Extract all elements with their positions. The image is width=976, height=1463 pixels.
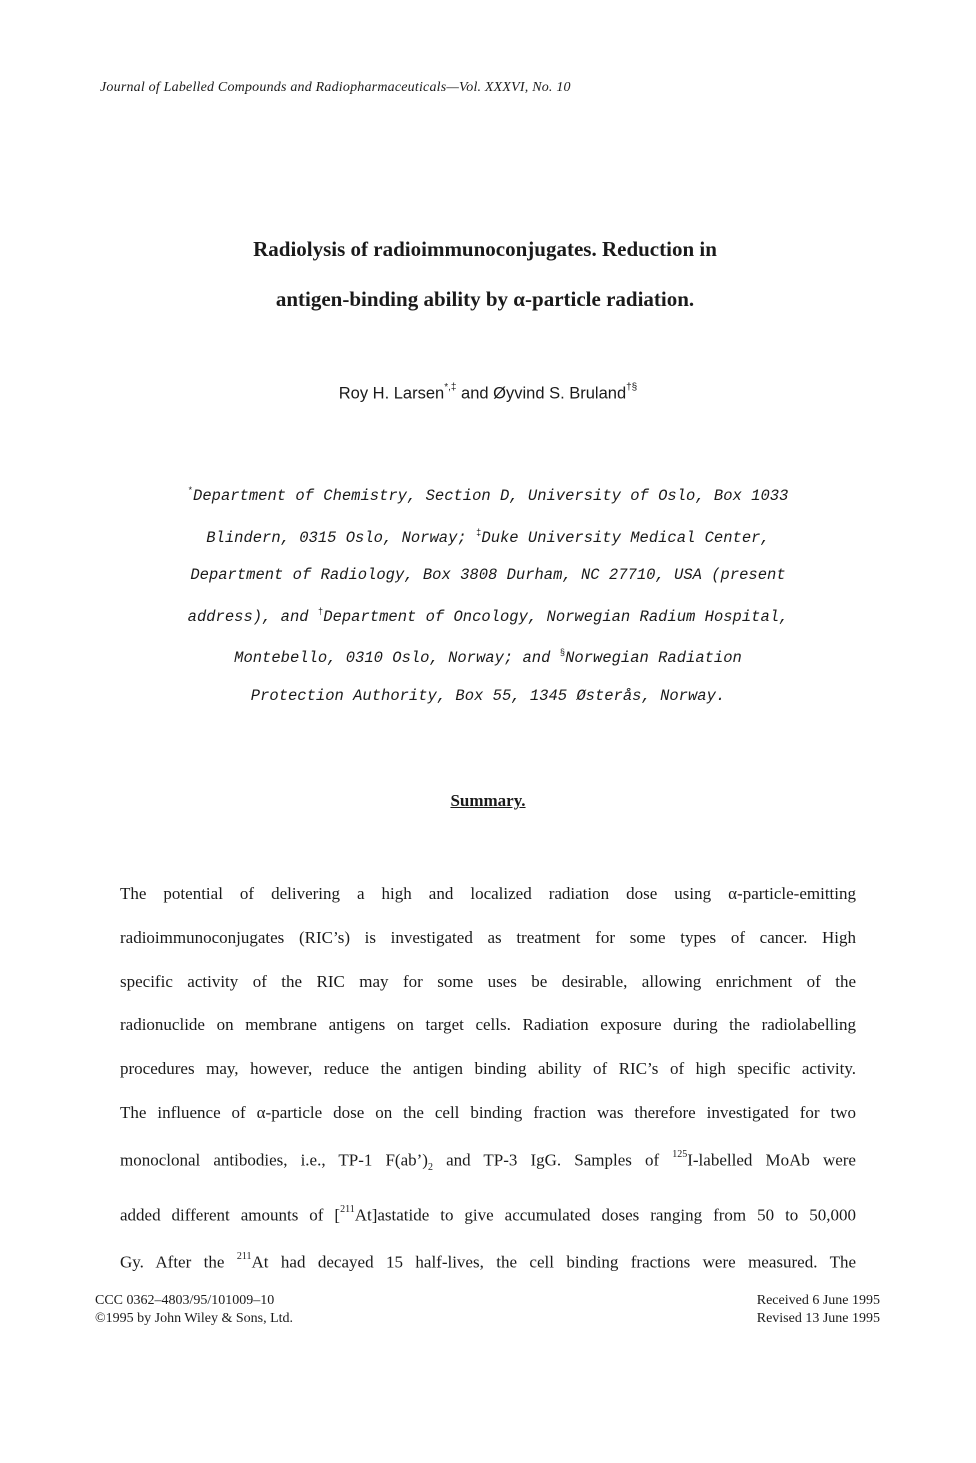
abstract-text: monoclonal antibodies, i.e., TP-1 F(ab’) [120,1150,428,1170]
abstract-line-9 [120,1237,856,1284]
received-date: Received 6 June 1995 [756,1293,880,1308]
footer-right [757,1292,880,1328]
abstract-text: At had decayed 15 half-lives, the cell binding fractions were measured. The [251,1252,856,1272]
affiliation-text: Protection Authority, Box 55, 1345 Østerås, Norway. [250,687,726,706]
copyright: ©1995 by John Wiley & Sons, Ltd. [95,1311,294,1326]
abstract-text: At]astatide to give accumulated doses ranging from 50 to 50,000 [354,1205,856,1225]
author-1-marks: *,‡ [444,382,457,393]
affiliation-mark: § [559,648,566,659]
affiliation-mark: * [187,486,194,496]
summary-heading: Summary. [450,791,526,810]
abstract-text: added different amounts of [ [120,1205,341,1225]
author-1-name: Roy H. Larsen [338,384,445,403]
footer-left [95,1292,293,1328]
abstract-line-2: radioimmunoconjugates (RIC’s) is investigated as treatment for some types of cancer. High [120,927,856,947]
abstract-line-4: radionuclide on membrane antigens on target cells. Radiation exposure during the radiolabelling [120,1015,856,1035]
affiliation-mark: ‡ [475,527,482,538]
abstract-superscript: 211 [236,1251,252,1263]
abstract-line-3: specific activity of the RIC may for some uses be desirable, allowing enrichment of the [120,971,856,991]
author-2-marks: †§ [626,382,638,393]
journal-header: Journal of Labelled Compounds and Radiopharmaceuticals—Vol. XXXVI, No. 10 [100,80,571,95]
affiliation-text: Department of Chemistry, Section D, University of Oslo, Box 1033 [193,487,789,506]
affiliation-line-2 [100,516,876,558]
affiliations [100,474,876,716]
affiliation-text: Blindern, 0315 Oslo, Norway; [206,528,476,547]
author-line [0,384,976,404]
abstract-text: and TP-3 IgG. Samples of [432,1150,673,1170]
affiliation-text: Norwegian Radiation [565,649,742,668]
abstract-text: I-labelled MoAb were [687,1150,856,1170]
affiliation-text: Department of Oncology, Norwegian Radium Hospital, [323,607,789,626]
abstract-superscript: 211 [340,1203,355,1215]
abstract-line-5: procedures may, however, reduce the antigen binding ability of RIC’s of high specific activity. [120,1059,856,1079]
abstract-subscript: 2 [427,1161,433,1173]
revised-date: Revised 13 June 1995 [756,1311,880,1326]
abstract-line-8 [120,1190,856,1237]
abstract-body [120,872,856,1285]
affiliation-line-1 [100,474,876,516]
abstract-text: Gy. After the [120,1252,237,1272]
author-connector: and [456,384,494,403]
affiliation-mark: † [317,606,324,617]
abstract-line-1: The potential of delivering a high and localized radiation dose using α-particle-emitting [120,884,856,903]
author-2-name: Øyvind S. Bruland [493,384,627,403]
affiliation-line-6 [100,678,876,716]
paper-title-line-2: antigen-binding ability by α-particle radiation. [275,287,695,311]
affiliation-line-3 [100,557,876,595]
abstract-superscript: 125 [672,1148,688,1160]
affiliation-text: Montebello, 0310 Oslo, Norway; and [234,649,560,668]
abstract-line-7 [120,1135,856,1190]
ccc-code: CCC 0362–4803/95/101009–10 [95,1293,275,1308]
abstract-line-6: The influence of α-particle dose on the cell binding fraction was therefore investigated for two [120,1102,856,1122]
affiliation-text: address), and [187,607,318,626]
affiliation-text: Department of Radiology, Box 3808 Durham, NC 27710, USA (present [190,566,786,585]
paper-title-line-1: Radiolysis of radioimmunoconjugates. Reduction in [253,237,717,261]
affiliation-line-4 [100,595,876,637]
affiliation-line-5 [100,636,876,678]
affiliation-text: Duke University Medical Center, [481,528,770,547]
